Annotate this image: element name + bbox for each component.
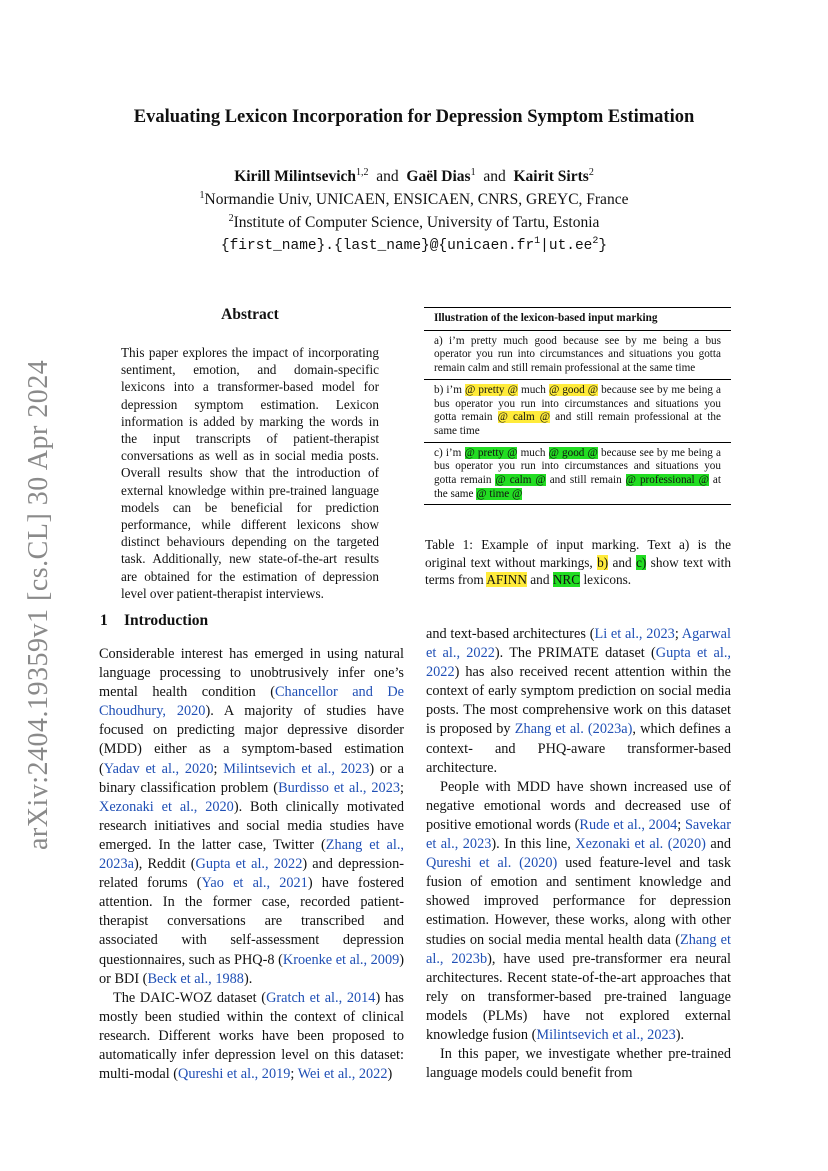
- marked-term: @ pretty @: [465, 383, 518, 396]
- citation-link[interactable]: Yadav et al., 2020: [103, 760, 214, 777]
- table-row-c: c) i’m @ pretty @ much @ good @ because see by me being a bus operator you run into circumstances and situations you gotta remain @ calm @ and still remain @ professional @ at the same @ time @: [424, 443, 731, 506]
- right-column: [426, 625, 731, 1083]
- citation-link[interactable]: Gupta et al., 2022: [195, 856, 303, 873]
- author-2-affil: 1: [470, 167, 476, 178]
- paragraph: People with MDD have shown increased use of negative emotional words and decreased use of positive emotional words (Rude et al., 2004; Savekar et al., 2023). In this line, Xezonaki et al. (2020) and Qureshi et al. (2020) used feature-level and task fusion of emotion and sentiment knowledge and showed improved performance for depression estimation. However, these works, along with other studies on social media mental health data (Zhang et al., 2023b), have used pre-transformer era neural architectures. Recent state-of-the-art approaches that rely on transformer-based pre-trained language models (PLMs) have not explored external knowledge fusion (Milintsevich et al., 2023).: [426, 778, 732, 1043]
- author-3: Kairit Sirts: [513, 168, 589, 186]
- table-caption: Table 1: Example of input marking. Text a) is the original text without markings, b) and c) show text with terms from AFINN and NRC lexicons.: [425, 537, 731, 587]
- left-column: [99, 645, 404, 1084]
- marked-term: @ calm @: [495, 474, 546, 487]
- author-1-affil: 1,2: [356, 167, 369, 178]
- author-and-1: and: [376, 168, 399, 186]
- citation-link[interactable]: Gratch et al., 2014: [266, 989, 376, 1006]
- citation-link[interactable]: Beck et al., 1988: [147, 970, 244, 987]
- citation-link[interactable]: Kroenke et al., 2009: [282, 951, 400, 968]
- citation-link[interactable]: Zhang et al., 2023b: [426, 931, 731, 967]
- paragraph: and text-based architectures (Li et al., 2023; Agarwal et al., 2022). The PRIMATE dataset (Gupta et al., 2022) has also received recent attention within the context of early symptom prediction on social media posts. The most comprehensive work on this dataset is proposed by Zhang et al. (2023a), which defines a context- and PHQ-aware transformer-based architecture.: [426, 626, 732, 776]
- table-row-a: a) i’m pretty much good because see by me being a bus operator you run into circumstances and situations you gotta remain calm and still remain professional at the same time: [424, 331, 731, 380]
- citation-link[interactable]: Chancellor and De Choudhury, 2020: [99, 684, 404, 720]
- table-row-b: b) i’m @ pretty @ much @ good @ because see by me being a bus operator you run into circumstances and situations you gotta remain @ calm @ and still remain professional at the same time: [424, 380, 731, 443]
- author-emails: $\{first\_name\}.\{last\_name\}@\{unicaen.fr^1|ut.ee^2\}$: [220, 236, 608, 255]
- marked-term: @ calm @: [497, 411, 551, 424]
- marked-term: @ professional @: [625, 474, 709, 487]
- citation-link[interactable]: Qureshi et al. (2020): [426, 855, 558, 872]
- affiliation-1: $^1$Normandie Univ, UNICAEN, ENSICAEN, CNRS, GREYC, France: [199, 190, 629, 209]
- citation-link[interactable]: Li et al., 2023: [594, 626, 675, 642]
- citation-link[interactable]: Xezonaki et al. (2020): [575, 836, 706, 853]
- marked-term: @ good @: [548, 446, 598, 459]
- citation-link[interactable]: Qureshi et al., 2019: [178, 1066, 291, 1083]
- citation-link[interactable]: Gupta et al., 2022: [426, 645, 731, 681]
- citation-link[interactable]: Burdisso et al., 2023: [278, 779, 401, 796]
- citation-link[interactable]: Yao et al., 2021: [201, 875, 308, 892]
- citation-link[interactable]: Xezonaki et al., 2020: [99, 798, 234, 815]
- citation-link[interactable]: Zhang et al., 2023a: [99, 836, 404, 873]
- author-2: Gaël Dias: [406, 168, 471, 186]
- citation-link[interactable]: Rude et al., 2004: [579, 816, 678, 833]
- abstract-text: This paper explores the impact of incorporating sentiment, emotion, and domain-specific lexicons into a transformer-based model for depression symptom estimation. Lexicon information is added by marking the words in the input transcripts of patient-therapist conversations as well as in social media posts. Overall results show that the introduction of external knowledge within pre-trained language models can be beneficial for prediction performance, while different lexicons show distinct behaviours depending on the targeted task. Additionally, new state-of-the-art results are obtained for the estimation of depression level over patient-therapist interviews.: [121, 345, 379, 601]
- table-header: Illustration of the lexicon-based input marking: [424, 308, 731, 331]
- section-heading: 1 Introduction: [100, 612, 209, 629]
- paragraph: The DAIC-WOZ dataset (Gratch et al., 2014) has mostly been studied within the context of clinical research. Different works have been proposed to automatically infer depression level on this dataset: multi-modal (Qureshi et al., 2019; Wei et al., 2022): [99, 989, 404, 1083]
- abstract-heading: Abstract: [221, 306, 279, 323]
- paragraph: In this paper, we investigate whether pre-trained language models could benefit from: [426, 1046, 731, 1082]
- author-names: [0, 163, 828, 186]
- author-3-affil: 2: [588, 167, 594, 178]
- citation-link[interactable]: Milintsevich et al., 2023: [536, 1026, 676, 1043]
- author-1: Kirill Milintsevich: [234, 168, 357, 186]
- paper-title: Evaluating Lexicon Incorporation for Depression Symptom Estimation: [133, 107, 695, 127]
- citation-link[interactable]: Milintsevich et al., 2023: [223, 760, 370, 777]
- citation-link[interactable]: Zhang et al. (2023a): [514, 721, 633, 738]
- citation-link[interactable]: Agarwal et al., 2022: [426, 626, 732, 662]
- marked-term: @ time @: [476, 487, 523, 500]
- marked-term: @ pretty @: [464, 446, 518, 459]
- arxiv-identifier: arXiv:2404.19359v1 [cs.CL] 30 Apr 2024: [23, 359, 54, 850]
- author-and-2: and: [483, 168, 506, 186]
- paragraph: Considerable interest has emerged in using natural language processing to unobtrusively infer one’s mental health condition (Chancellor and De Choudhury, 2020). A majority of studies have focused on predicting major depressive disorder (MDD) either as a symptom-based estimation (Yadav et al., 2020; Milintsevich et al., 2023) or a binary classification problem (Burdisso et al., 2023; Xezonaki et al., 2020). Both clinically motivated research initiatives and social media studies have emerged. In the latter case, Twitter (Zhang et al., 2023a), Reddit (Gupta et al., 2022) and depression-related forums (Yao et al., 2021) have fostered attention. In the former case, recorded patient-therapist conversations are transcribed and associated with self-assessment depression questionnaires, such as PHQ-8 (Kroenke et al., 2009) or BDI (Beck et al., 1988).: [99, 646, 405, 987]
- marked-term: @ good @: [548, 383, 599, 396]
- author-block: [0, 163, 828, 256]
- citation-link[interactable]: Wei et al., 2022: [297, 1066, 388, 1083]
- citation-link[interactable]: Savekar et al., 2023: [426, 816, 732, 853]
- table-1: [424, 307, 731, 505]
- affiliation-2: $^2$Institute of Computer Science, University of Tartu, Estonia: [228, 213, 600, 232]
